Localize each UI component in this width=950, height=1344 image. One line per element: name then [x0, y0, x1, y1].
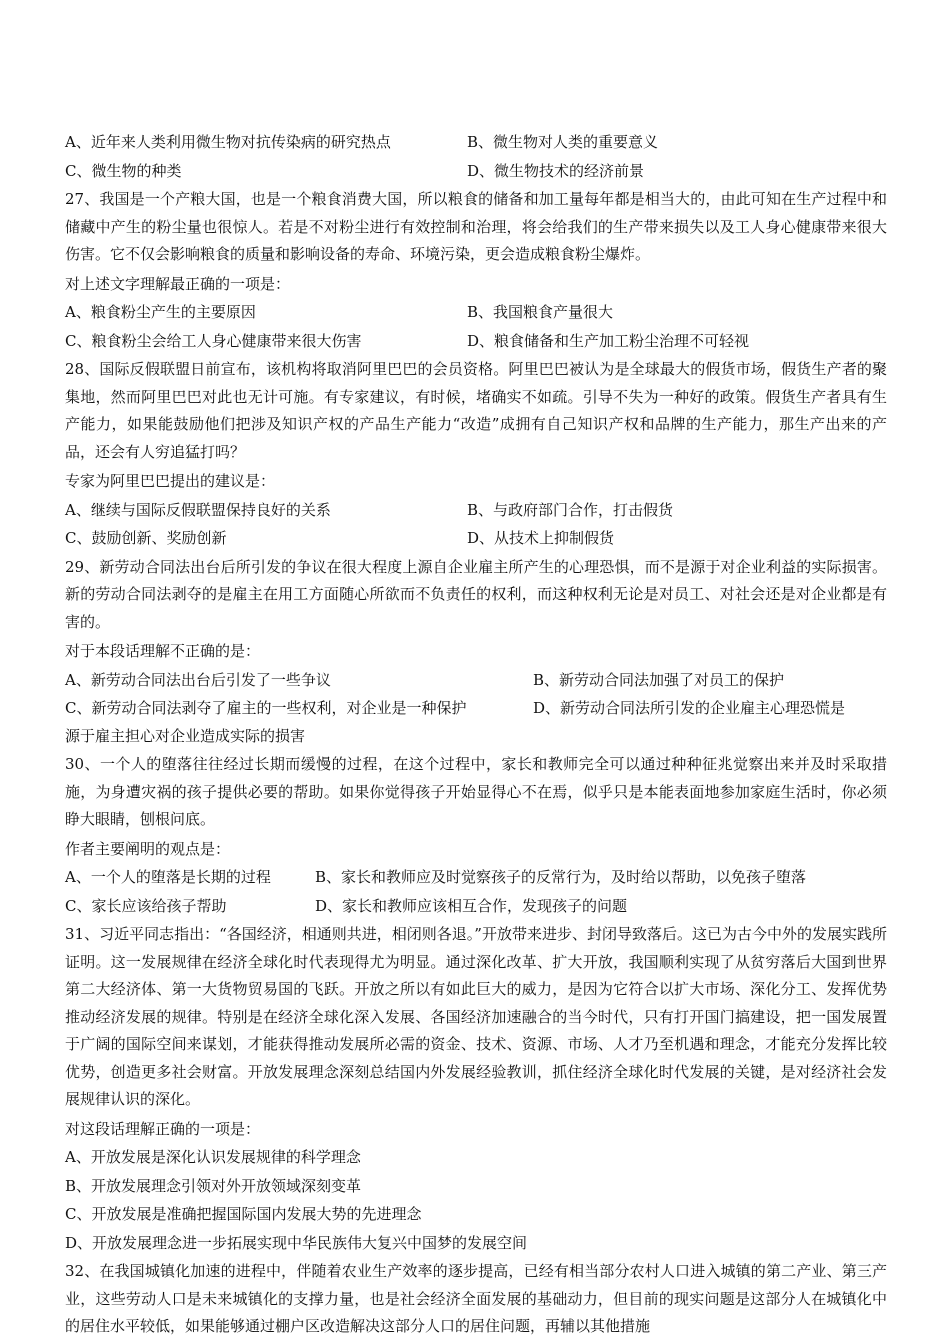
- q31-passage: 31、习近平同志指出：“各国经济，相通则共进，相闭则各退。”开放带来进步、封闭导致落后。这已为古今中外的发展实践所证明。这一发展规律在经济全球化时代表现得尤为明显。通过深化改革、扩大开放，我国顺利实现了从贫穷落后大国到世界第二大经济体、第一大货物贸易国的飞跃。开放之所以有如此巨大的威力，是因为它符合以扩大市场、深化分工、发挥优势推动经济发展的规律。特别是在经济全球化深入发展、各国经济加速融合的当今时代，只有打开国门搞建设，把一国发展置于广阔的国际空间来谋划，才能获得推动发展所必需的资金、技术、资源、市场、人才乃至机遇和理念，才能充分发挥比较优势，创造更多社会财富。开放发展理念深刻总结国内外发展经验教训，抓住经济全球化时代发展的关键，是对经济社会发展规律认识的深化。: [65, 925, 887, 1108]
- q26-option-a[interactable]: A、近年来人类利用微生物对抗传染病的研究热点: [65, 133, 391, 151]
- q28-option-d[interactable]: D、从技术上抑制假货: [467, 529, 615, 547]
- q28-passage: 28、国际反假联盟日前宣布，该机构将取消阿里巴巴的会员资格。阿里巴巴被认为是全球最大的假货市场，假货生产者的聚集地，然而阿里巴巴对此也无计可施。有专家建议，有时候，堵确实不如疏。引导不失为一种好的政策。假货生产者具有生产能力，如果能鼓励他们把涉及知识产权的产品生产能力“改造”成拥有自己知识产权和品牌的生产能力，那生产出来的产品，还会有人穷追猛打吗？: [65, 360, 887, 461]
- q30-option-c[interactable]: C、家长应该给孩子帮助: [65, 896, 227, 915]
- q30-option-a[interactable]: A、一个人的堕落是长期的过程: [65, 868, 271, 886]
- q29-option-d[interactable]: D、新劳动合同法所引发的企业雇主心理恐慌是: [533, 699, 846, 717]
- q29-passage: 29、新劳动合同法出台后所引发的争议在很大程度上源自企业雇主所产生的心理恐惧，而不是源于对企业利益的实际损害。新的劳动合同法剥夺的是雇主在用工方面随心所欲而不负责任的权利，而这种权利无论是对员工、对社会还是对企业都是有害的。: [65, 557, 887, 631]
- q26-option-d[interactable]: D、微生物技术的经济前景: [467, 161, 645, 180]
- q31-option-d[interactable]: D、开放发展理念进一步拓展实现中华民族伟大复兴中国梦的发展空间: [65, 1233, 528, 1252]
- q26-options: [65, 128, 887, 185]
- q27-options: [65, 298, 887, 355]
- q30-passage: 30、一个人的堕落往往经过长期而缓慢的过程，在这个过程中，家长和教师完全可以通过种种征兆觉察出来并及时采取措施，为身遭灾祸的孩子提供必要的帮助。如果你觉得孩子开始显得心不在焉，似乎只是本能表面地参加家庭生活时，你必须睁大眼睛，刨根问底。: [65, 755, 887, 828]
- q28-option-b[interactable]: B、与政府部门合作，打击假货: [467, 500, 674, 519]
- q27-option-a[interactable]: A、粮食粉尘产生的主要原因: [65, 303, 256, 321]
- q28-option-a[interactable]: A、继续与国际反假联盟保持良好的关系: [65, 500, 331, 519]
- q27-prompt: 对上述文字理解最正确的一项是：: [65, 274, 291, 293]
- q27-option-c[interactable]: C、粮食粉尘会给工人身心健康带来很大伤害: [65, 331, 362, 350]
- q32-passage: 32、在我国城镇化加速的进程中，伴随着农业生产效率的逐步提高，已经有相当部分农村人口进入城镇的第二产业、第三产业，这些劳动人口是未来城镇化的支撑力量，也是社会经济全面发展的基础动力，但目前的现实问题是这部分人在城镇化中的居住水平较低，如果能够通过棚户区改造解决这部分人口的居住问题，再辅以其他措施: [65, 1262, 887, 1335]
- q28-option-c[interactable]: C、鼓励创新、奖励创新: [65, 529, 227, 547]
- q30-prompt: 作者主要阐明的观点是：: [65, 839, 231, 858]
- q29-option-b[interactable]: B、新劳动合同法加强了对员工的保护: [533, 670, 785, 689]
- q31-option-c[interactable]: C、开放发展是准确把握国际国内发展大势的先进理念: [65, 1205, 422, 1223]
- q30-option-b[interactable]: B、家长和教师应及时觉察孩子的反常行为，及时给以帮助，以免孩子堕落: [315, 868, 807, 886]
- q27-option-b[interactable]: B、我国粮食产量很大: [467, 303, 614, 321]
- q29-option-c[interactable]: C、新劳动合同法剥夺了雇主的一些权利，对企业是一种保护: [65, 699, 467, 717]
- q26-option-c[interactable]: C、微生物的种类: [65, 161, 182, 180]
- q29-options-row1: [65, 666, 887, 723]
- q28-prompt: 专家为阿里巴巴提出的建议是：: [65, 472, 276, 490]
- q31-option-a[interactable]: A、开放发展是深化认识发展规律的科学理念: [65, 1148, 361, 1166]
- q26-option-b[interactable]: B、微生物对人类的重要意义: [467, 133, 659, 151]
- q29-option-a[interactable]: A、新劳动合同法出台后引发了一些争议: [65, 670, 331, 689]
- q31-option-b[interactable]: B、开放发展理念引领对外开放领域深刻变革: [65, 1176, 362, 1195]
- q30-options: [65, 863, 887, 920]
- q29-prompt: 对于本段话理解不正确的是：: [65, 642, 261, 660]
- q31-prompt: 对这段话理解正确的一项是：: [65, 1119, 261, 1138]
- exam-page: [65, 128, 887, 1342]
- q28-options: [65, 496, 887, 553]
- q29-option-d-continuation[interactable]: 源于雇主担心对企业造成实际的损害: [65, 726, 306, 745]
- q30-option-d[interactable]: D、家长和教师应该相互合作，发现孩子的问题: [315, 896, 628, 915]
- q27-passage: 27、我国是一个产粮大国，也是一个粮食消费大国，所以粮食的储备和加工量每年都是相当大的，由此可知在生产过程中和储藏中产生的粉尘量也很惊人。若是不对粉尘进行有效控制和治理，将会给我们的生产带来损失以及工人身心健康带来很大伤害。它不仅会影响粮食的质量和影响设备的寿命、环境污染，更会造成粮食粉尘爆炸。: [65, 190, 887, 263]
- q27-option-d[interactable]: D、粮食储备和生产加工粉尘治理不可轻视: [467, 331, 750, 350]
